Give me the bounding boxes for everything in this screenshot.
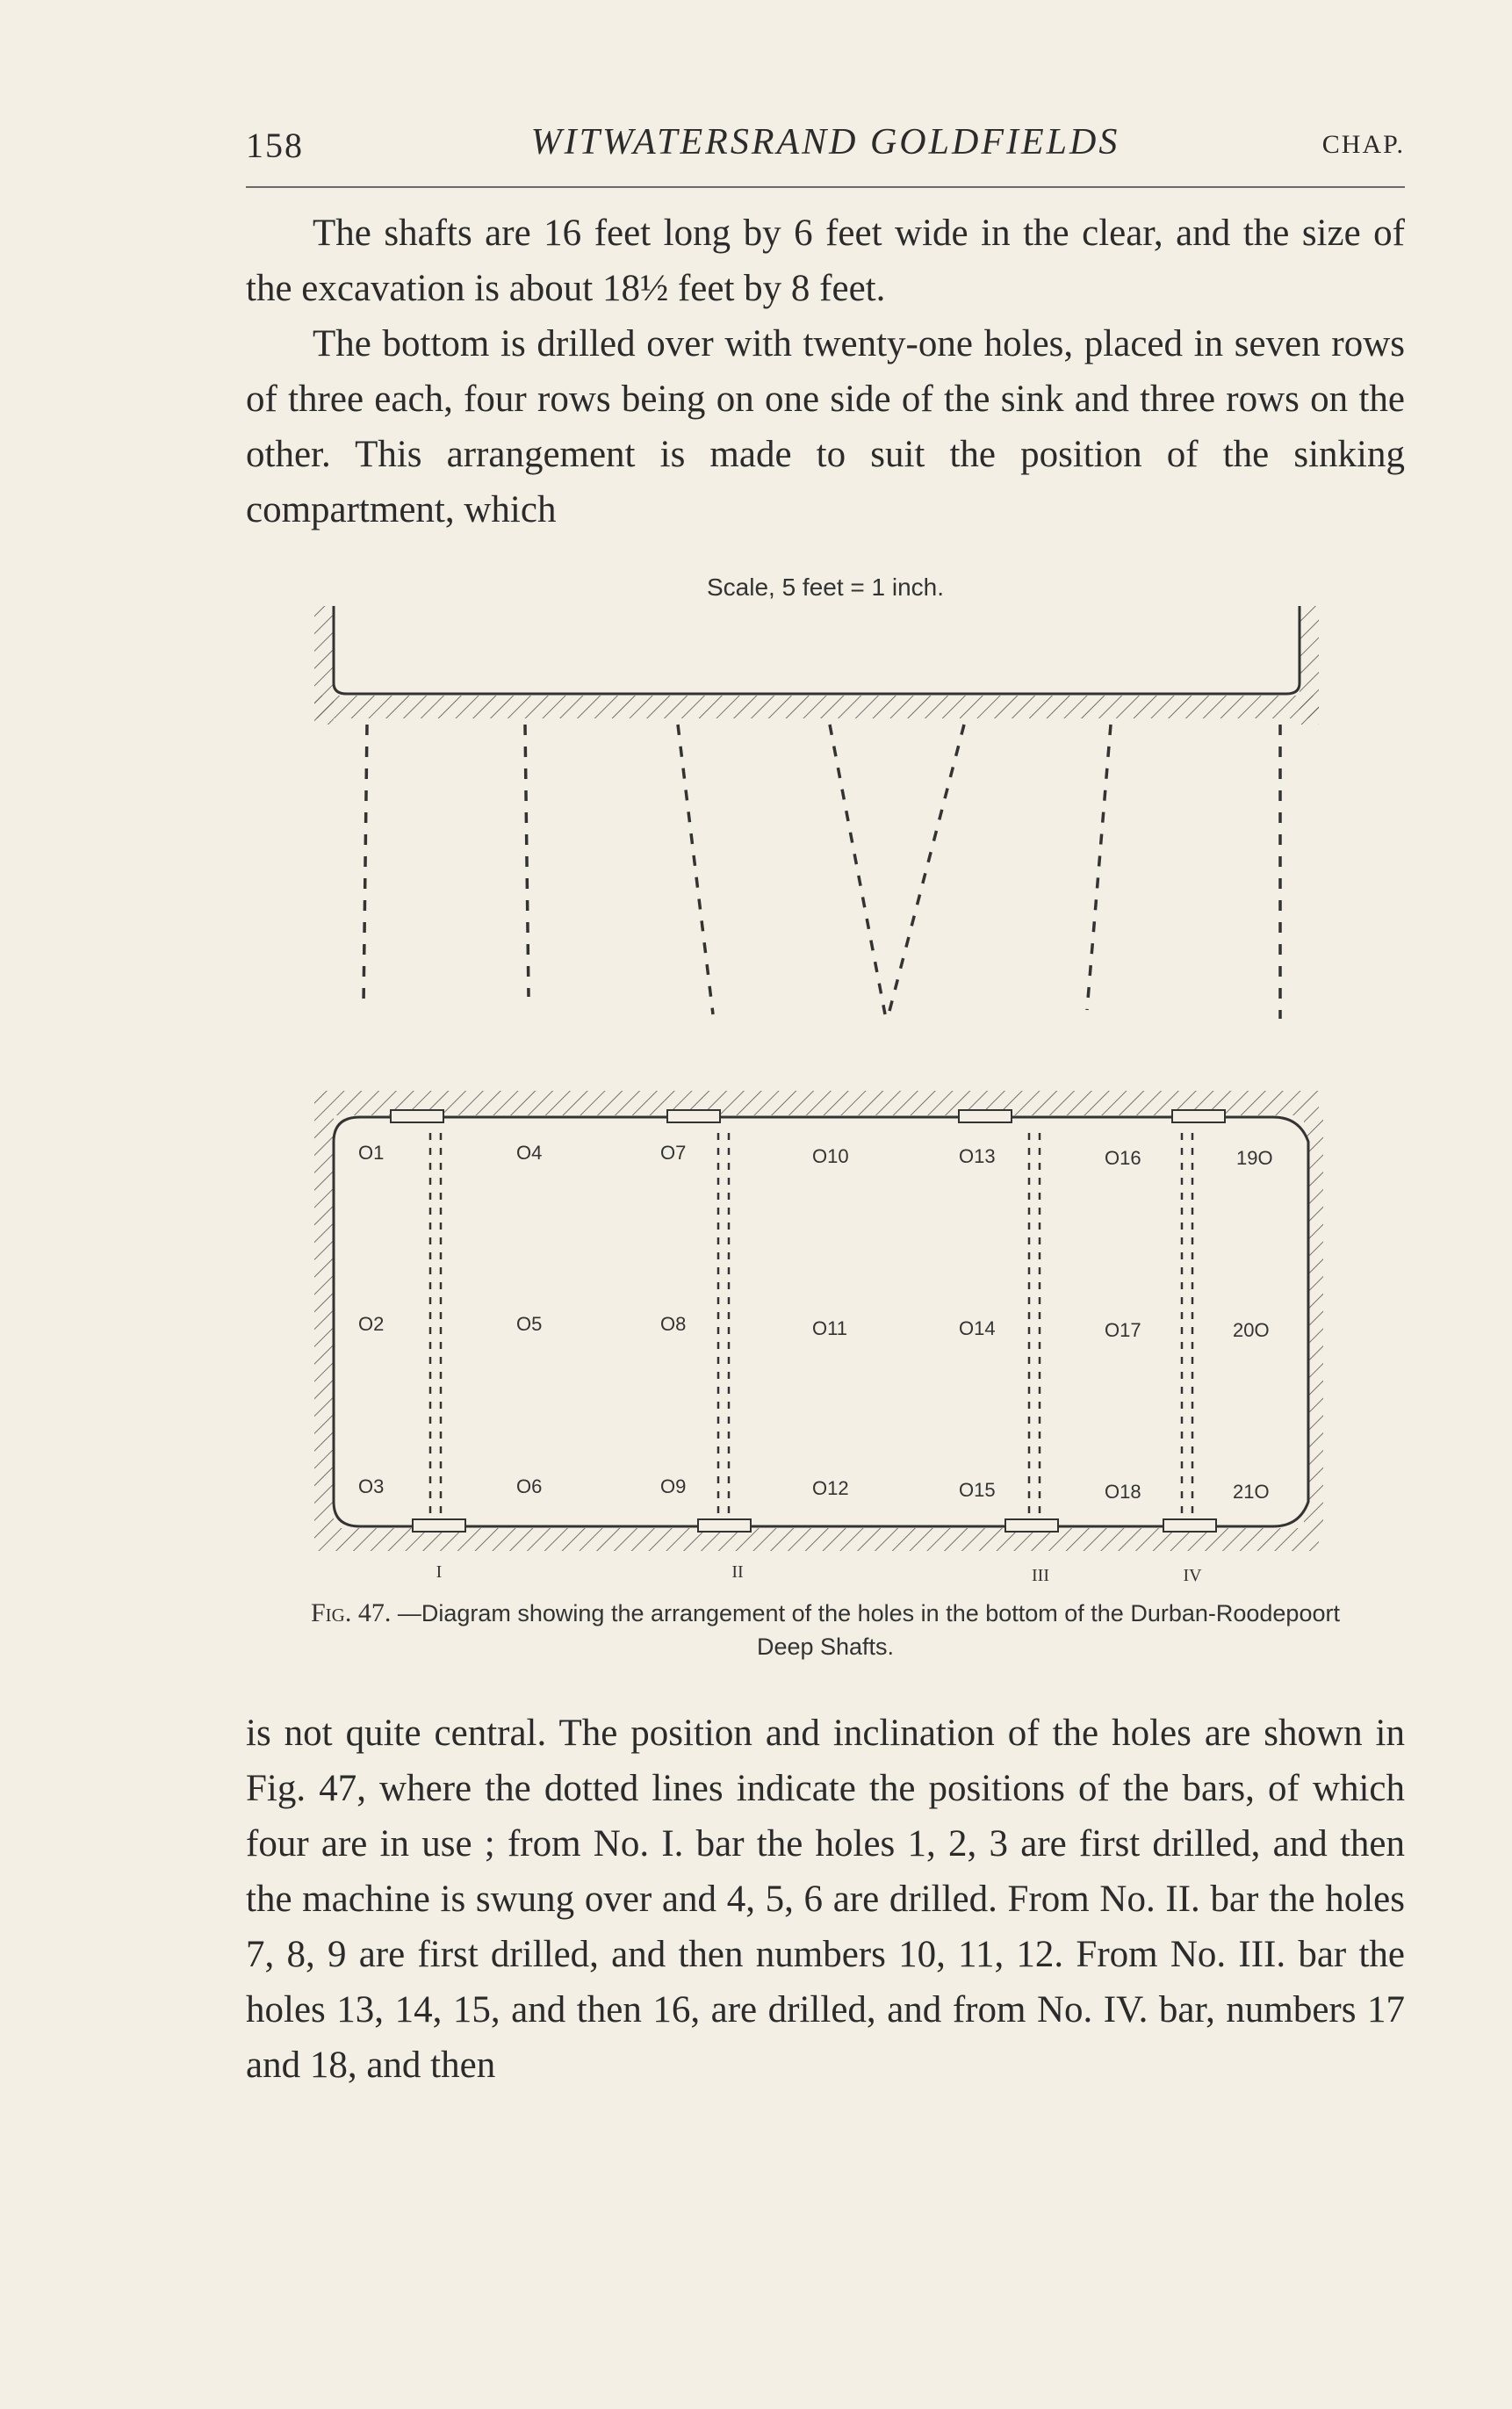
header-rule [246,186,1405,188]
hole-label: O2 [358,1313,385,1335]
hole-label: O11 [812,1317,847,1339]
section-view [314,606,1319,1019]
bar-labels [436,1562,1202,1585]
bar-label-i: I [436,1562,443,1582]
page-number: 158 [246,126,304,165]
caption-text: —Diagram showing the arrangement of the holes in the bottom of the Durban-Roodepoort Deep Shafts. [397,1600,1340,1660]
caption-label: Fig. 47. [311,1598,392,1627]
hole-label: O17 [1105,1319,1141,1341]
bar-bracket [698,1519,751,1532]
scale-label: Scale, 5 feet = 1 inch. [706,573,945,601]
hole-label: O15 [959,1479,996,1501]
bar-label-iv: IV [1183,1566,1202,1585]
hole-label: O1 [358,1142,385,1164]
bar-bracket [1163,1519,1216,1532]
plan-top-hatch [314,1091,1319,1115]
hole-label: 19O [1236,1147,1273,1169]
hole-line [364,725,367,1006]
plan-view [314,1091,1323,1585]
section-bottom-hatch [314,696,1319,718]
hole-label: O4 [516,1142,543,1164]
hole-line [1087,725,1111,1010]
plan-left-hatch [314,1115,334,1528]
hole-line [830,725,885,1014]
hole-label: 20O [1233,1319,1270,1341]
hole-line [889,725,964,1014]
running-title: WITWATERSRAND GOLDFIELDS [530,122,1120,162]
bar-bracket [667,1110,720,1122]
figure-47 [299,562,1352,1585]
hole-inclination-lines [364,725,1280,1019]
paragraph: The shafts are 16 feet long by 6 feet wide in the clear, and the size of the excavation is about 18½ feet by 8 feet. [246,213,1405,309]
hole-label: O8 [660,1313,687,1335]
hole-label: O14 [959,1317,996,1339]
shaft-diagram [299,562,1352,1585]
figure-caption [299,1597,1352,1663]
hole-line [525,725,529,997]
hole-line [678,725,713,1014]
body-text-top [246,206,1405,537]
hole-label: O7 [660,1142,687,1164]
paragraph: is not quite central. The position and inclination of the holes are shown in Fig. 47, where the dotted lines indicate the positions of the bars, of which four are in use ; from No. I. bar the holes 1, 2, 3 are first drilled, and then the machine is swung over and 4, 5, 6 are drilled. From No. II. bar the holes 7, 8, 9 are first drilled, and then numbers 10, 11, 12. From No. III. bar the holes 13, 14, 15, and then 16, are drilled, and from No. IV. bar, numbers 17 and 18, and then [246,1713,1405,2086]
chapter-label: CHAP. [1321,130,1405,159]
bar-bracket [413,1519,465,1532]
page-header [246,118,1405,170]
hole-label: O3 [358,1475,385,1497]
hole-label: O5 [516,1313,543,1335]
bar-bracket [1005,1519,1058,1532]
hole-label: O10 [812,1145,849,1167]
bar-bracket [391,1110,443,1122]
section-outline [334,606,1300,694]
hole-label: O12 [812,1477,849,1499]
bar-label-iii: III [1032,1566,1049,1585]
hole-label: O9 [660,1475,687,1497]
hole-label: 21O [1233,1481,1270,1503]
bar-bracket [959,1110,1012,1122]
body-text-bottom [246,1706,1405,2093]
bar-bracket [1172,1110,1225,1122]
bar-label-ii: II [731,1562,744,1582]
hole-label: O18 [1105,1481,1141,1503]
hole-label: O13 [959,1145,996,1167]
paragraph: The bottom is drilled over with twenty-one holes, placed in seven rows of three each, four rows being on one side of the sink and three rows on the other. This arrangement is made to suit the position of the sinking compartment, which [246,323,1405,530]
hole-label: O6 [516,1475,543,1497]
hole-label: O16 [1105,1147,1141,1169]
